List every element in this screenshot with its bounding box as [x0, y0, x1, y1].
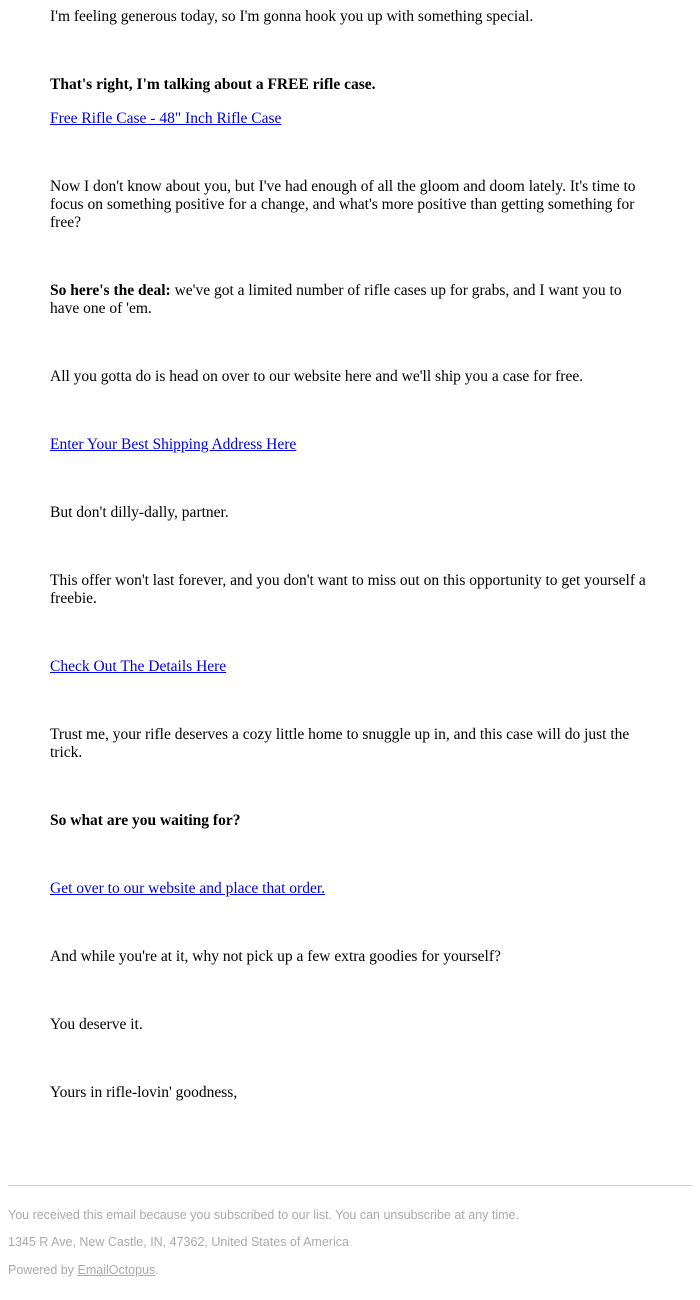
deal-paragraph — [50, 282, 652, 318]
subscription-notice: You received this email because you subscribed to our list. You can unsubscribe at any time. — [8, 1208, 519, 1222]
gloom-paragraph: Now I don't know about you, but I've had enough of all the gloom and doom lately. It's time to focus on something positive for a change, and what's more positive than getting something for free? — [50, 178, 636, 231]
order-link-container — [50, 880, 652, 898]
powered-by — [8, 1262, 159, 1278]
footer-divider — [8, 1185, 692, 1186]
intro-text: I'm feeling generous today, so I'm gonna hook you up with something special. — [50, 8, 534, 25]
signoff-text: Yours in rifle-lovin' goodness, — [50, 1084, 238, 1101]
shipping-address-link[interactable]: Enter Your Best Shipping Address Here — [50, 436, 297, 453]
deal-bold: So here's the deal: — [50, 282, 171, 299]
goodies-paragraph: And while you're at it, why not pick up a few extra goodies for yourself? — [50, 948, 501, 965]
powered-by-period: . — [155, 1263, 159, 1277]
trust-paragraph: Trust me, your rifle deserves a cozy little home to snuggle up in, and this case will do just the trick. — [50, 726, 630, 761]
footer-address: 1345 R Ave, New Castle, IN, 47362, United States of America — [8, 1235, 349, 1249]
order-link[interactable]: Get over to our website and place that order. — [50, 880, 326, 897]
waiting-heading: So what are you waiting for? — [50, 812, 241, 829]
dilly-dally-text: But don't dilly-dally, partner. — [50, 504, 229, 521]
offer-paragraph: This offer won't last forever, and you don't want to miss out on this opportunity to get yourself a freebie. — [50, 572, 646, 607]
deal-text: we've got a limited number of rifle cases up for grabs, and I want you to have one of 'em. — [50, 282, 622, 317]
powered-by-label: Powered by — [8, 1263, 78, 1277]
free-case-heading: That's right, I'm talking about a FREE rifle case. — [50, 76, 376, 93]
shipping-link-container — [50, 436, 652, 454]
emailoctopus-link[interactable]: EmailOctopus — [77, 1263, 156, 1277]
free-rifle-case-link[interactable]: Free Rifle Case - 48" Inch Rifle Case — [50, 110, 282, 127]
details-link-container — [50, 658, 652, 676]
website-paragraph: All you gotta do is head on over to our website here and we'll ship you a case for free. — [50, 368, 584, 385]
deserve-text: You deserve it. — [50, 1016, 143, 1033]
details-link[interactable]: Check Out The Details Here — [50, 658, 227, 675]
free-case-link-container — [50, 110, 652, 128]
